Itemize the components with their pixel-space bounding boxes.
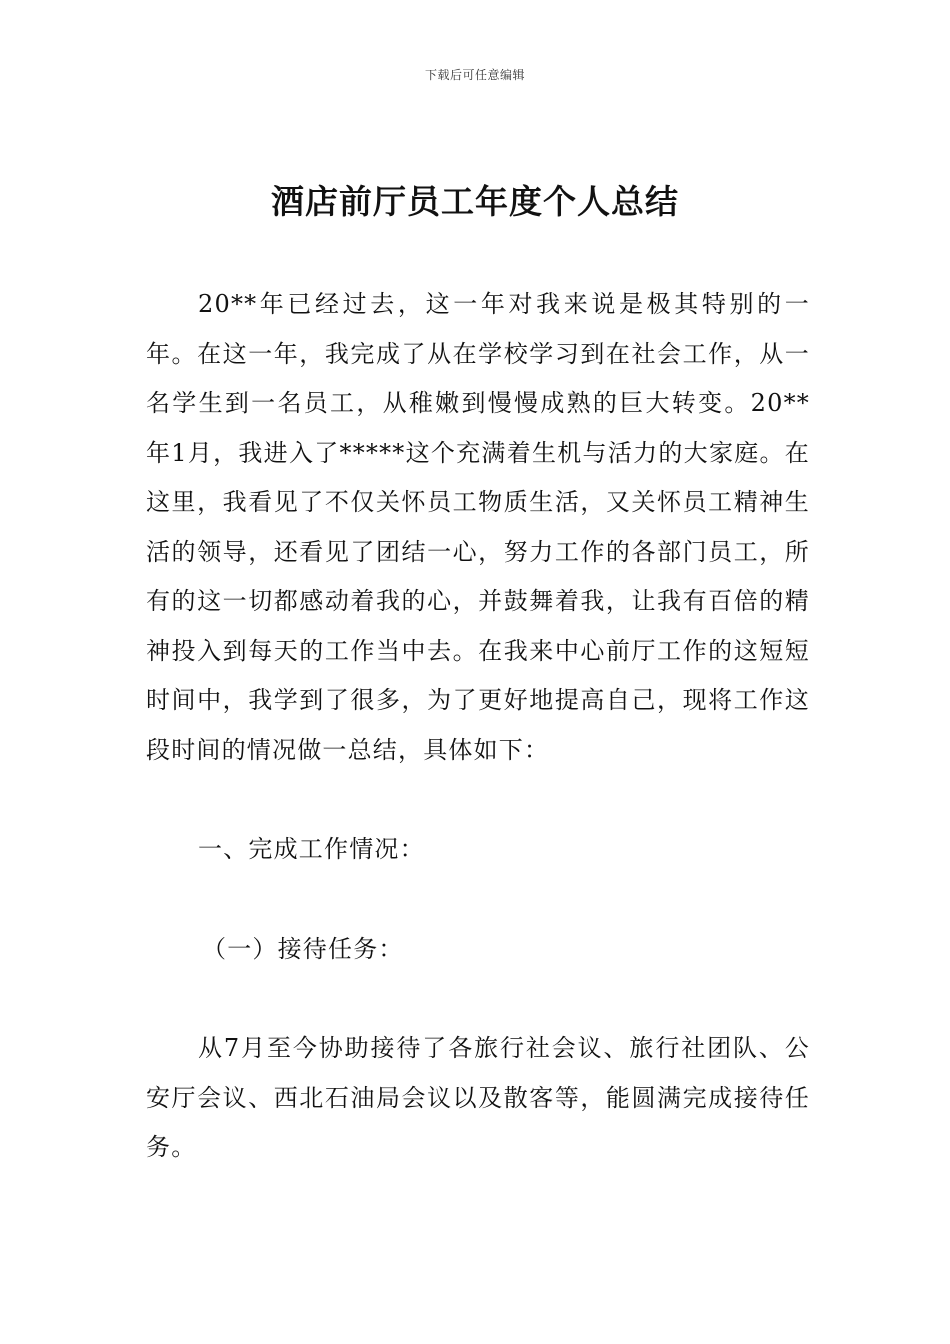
document-body [146, 280, 810, 1173]
subsection-heading-reception: （一）接待任务： [202, 934, 404, 963]
section-heading-completed-work: 一、完成工作情况： [198, 835, 425, 863]
reception-paragraph: 从7月至今协助接待了各旅行社会议、旅行社团队、公安厅会议、西北石油局会议以及散客等，能圆满完成接待任务。 [146, 1034, 810, 1161]
header-note: 下载后可任意编辑 [424, 68, 525, 82]
document-title: 酒店前厅员工年度个人总结 [271, 182, 679, 221]
intro-paragraph: 20**年已经过去，这一年对我来说是极其特别的一年。在这一年，我完成了从在学校学习到在社会工作，从一名学生到一名员工，从稚嫩到慢慢成熟的巨大转变。20**年1月，我进入了*****这个充满着生机与活力的大家庭。在这里，我看见了不仅关怀员工物质生活，又关怀员工精神生活的领导，还看见了团结一心，努力工作的各部门员工，所有的这一切都感动着我的心，并鼓舞着我，让我有百倍的精神投入到每天的工作当中去。在我来中心前厅工作的这短短时间中，我学到了很多，为了更好地提高自己，现将工作这段时间的情况做一总结，具体如下： [146, 290, 810, 764]
